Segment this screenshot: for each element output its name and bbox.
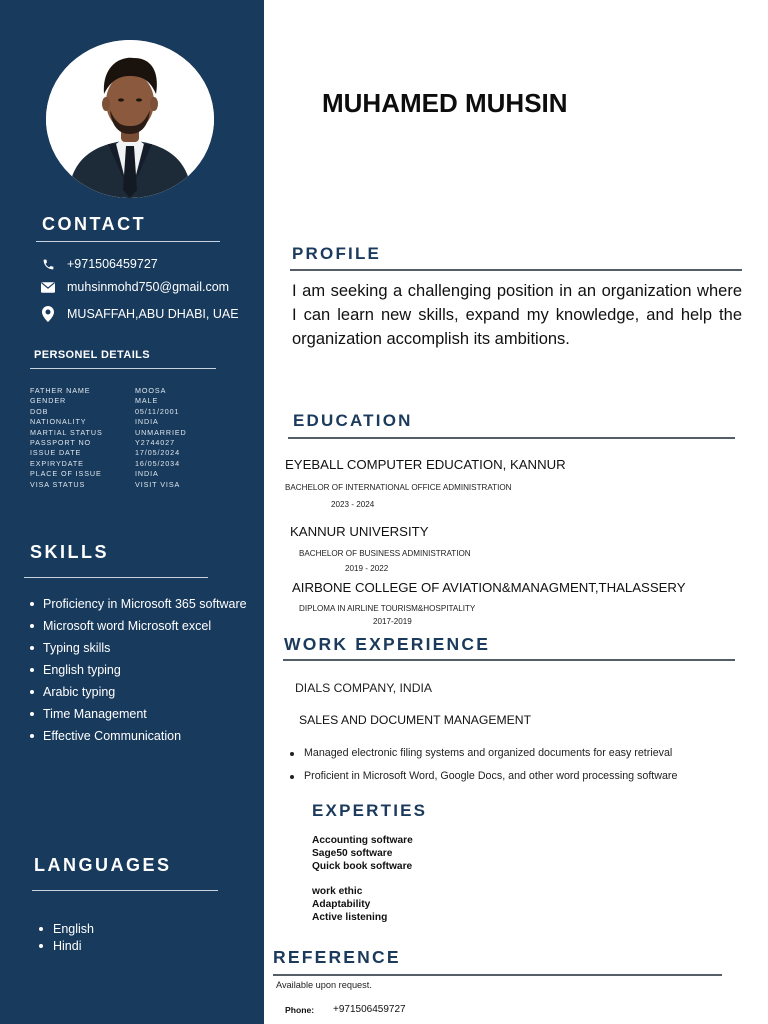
phone-icon [40,256,56,272]
skills-divider [24,577,208,578]
expertise-item: Adaptability [312,899,371,910]
languages-list [38,921,94,954]
pd-row [30,459,230,469]
pd-value: MOOSA [135,386,167,395]
skill-item: Time Management [28,703,248,725]
pd-value: Y2744027 [135,438,175,448]
skill-item: Microsoft word Microsoft excel [28,615,248,637]
education-years: 2017-2019 [373,617,412,626]
pd-label: MARTIAL STATUS [30,427,103,437]
pd-label: PASSPORT NO [30,438,92,448]
skills-list [28,593,248,747]
expertise-heading: EXPERTIES [312,801,428,820]
pd-row [30,480,230,490]
pd-label: EXPIRYDATE [30,458,84,468]
pd-label: DOB [30,406,49,416]
expertise-item: Sage50 software [312,848,393,859]
skill-item: Arabic typing [28,681,248,703]
skill-item: Effective Communication [28,725,248,747]
reference-note: Available upon request. [276,980,372,990]
education-institution: AIRBONE COLLEGE OF AVIATION&MANAGMENT,THALASSERY [292,580,686,595]
work-bullet-text: Proficient in Microsoft Word, Google Docs, and other word processing software [304,770,678,782]
pd-row [30,428,230,438]
work-bullet [292,770,712,784]
avatar [46,40,214,198]
language-item: Hindi [38,938,94,955]
personal-details-divider [30,368,216,369]
contact-address-row [40,305,239,323]
work-bullet-text: Managed electronic filing systems and organized documents for easy retrieval [304,747,673,759]
pd-value: INDIA [135,417,159,427]
reference-phone-label: Phone: [285,1005,315,1015]
location-pin-icon [40,306,56,322]
education-degree: BACHELOR OF BUSINESS ADMINISTRATION [299,549,471,558]
reference-divider [273,974,722,976]
language-item: English [38,921,94,938]
contact-email[interactable]: muhsinmohd750@gmail.com [67,280,230,294]
pd-label: FATHER NAME [30,386,91,395]
pd-row [30,396,230,406]
profile-summary: I am seeking a challenging position in an organization where I can learn new skills, expand my knowledge, and help the organization accomplish its ambitions. [292,282,742,348]
contact-phone-row [40,255,158,273]
work-experience-divider [283,659,735,661]
contact-heading: CONTACT [42,214,147,234]
pd-value: 16/05/2034 [135,458,180,468]
skill-item: English typing [28,659,248,681]
expertise-item: Active listening [312,912,388,923]
envelope-icon [40,279,56,295]
pd-value: UNMARRIED [135,427,187,437]
skill-item: Proficiency in Microsoft 365 software [28,593,248,615]
pd-label: PLACE OF ISSUE [30,469,102,479]
pd-label: NATIONALITY [30,417,87,427]
contact-divider [36,241,220,242]
profile-heading: PROFILE [292,244,382,263]
contact-address: MUSAFFAH,ABU DHABI, UAE [67,307,239,321]
pd-value: MALE [135,396,159,406]
candidate-name: MUHAMED MUHSIN [322,88,568,118]
pd-value: 05/11/2001 [135,406,180,416]
pd-value: 17/05/2024 [135,448,180,458]
profile-photo [46,40,214,198]
pd-row [30,438,230,448]
work-company: DIALS COMPANY, INDIA [295,681,433,695]
personal-details-heading: PERSONEL DETAILS [34,349,151,361]
contact-email-row [40,278,229,296]
profile-divider [290,269,742,271]
pd-value: VISIT VISA [135,479,181,489]
personal-details-table [30,386,230,490]
pd-row [30,386,230,396]
work-experience-heading: WORK EXPERIENCE [284,634,491,654]
reference-heading: REFERENCE [273,947,401,967]
reference-phone[interactable]: +971506459727 [333,1004,406,1015]
education-institution: EYEBALL COMPUTER EDUCATION, KANNUR [285,457,566,472]
languages-divider [32,890,218,891]
contact-phone[interactable]: +971506459727 [67,257,158,271]
pd-row [30,417,230,427]
education-degree: BACHELOR OF INTERNATIONAL OFFICE ADMINISTRATION [285,483,512,492]
education-heading: EDUCATION [293,411,413,430]
work-role: SALES AND DOCUMENT MANAGEMENT [299,713,532,727]
pd-row [30,469,230,479]
pd-label: VISA STATUS [30,479,86,489]
skill-item: Typing skills [28,637,248,659]
languages-heading: LANGUAGES [34,855,172,875]
education-divider [288,437,735,439]
education-degree: DIPLOMA IN AIRLINE TOURISM&HOSPITALITY [299,604,476,613]
skills-heading: SKILLS [30,542,110,562]
pd-label: ISSUE DATE [30,448,82,458]
education-institution: KANNUR UNIVERSITY [290,524,429,539]
expertise-item: Quick book software [312,861,413,872]
pd-row [30,448,230,458]
pd-row [30,407,230,417]
education-years: 2019 - 2022 [345,564,389,573]
expertise-item: Accounting software [312,835,413,846]
work-bullet [292,747,712,761]
pd-value: INDIA [135,469,159,479]
expertise-item: work ethic [312,886,363,897]
sidebar [0,0,264,1024]
pd-label: GENDER [30,396,67,406]
education-years: 2023 - 2024 [331,500,375,509]
